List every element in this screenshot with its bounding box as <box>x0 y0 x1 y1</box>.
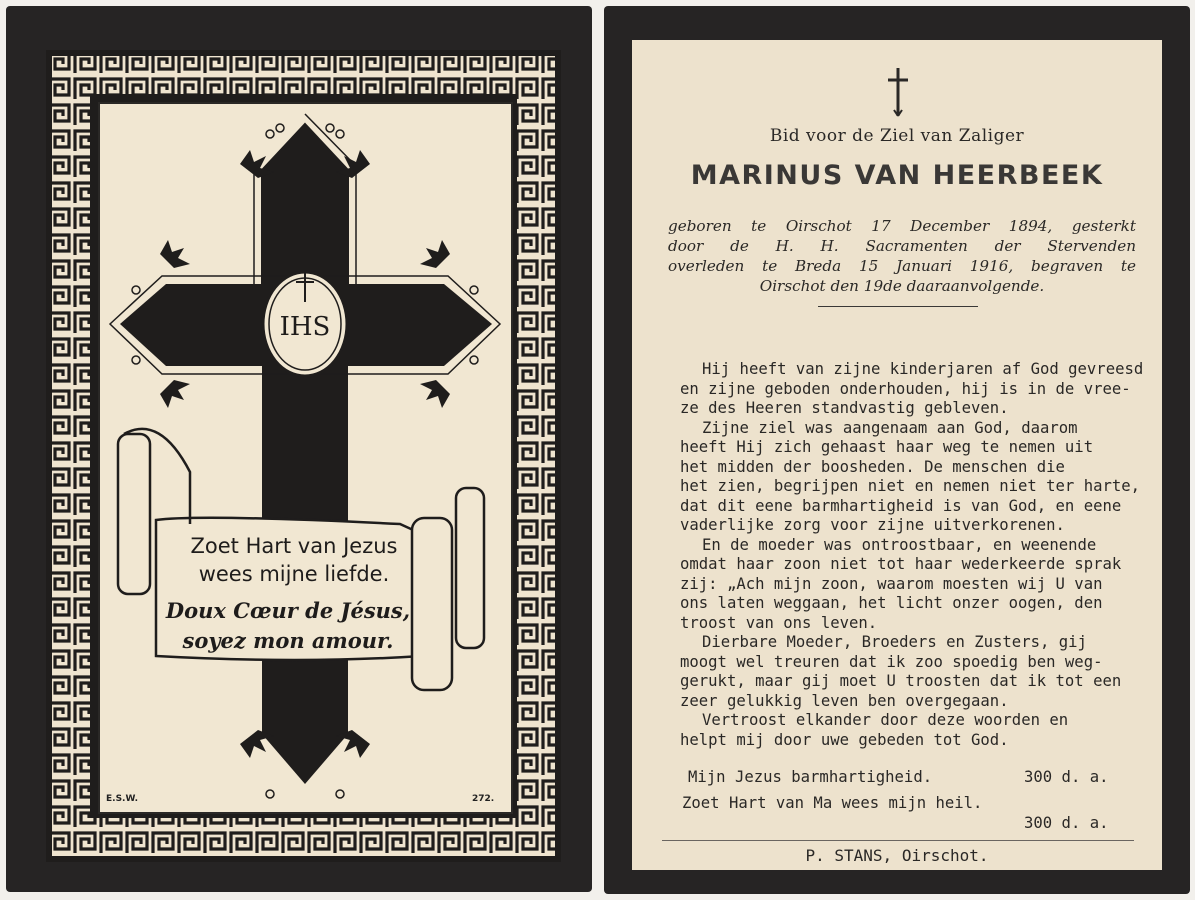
text-line: Hij heeft van zijne kinderjaren af God gevreesd <box>702 360 1144 378</box>
paragraph <box>680 711 1130 750</box>
text-line: En de moeder was ontroostbaar, en weenende <box>702 535 1097 554</box>
text-line: ze des Heeren standvastig gebleven. <box>680 399 1009 417</box>
card-front <box>6 6 592 892</box>
text-line: dat dit eene barmhartigheid is van God, en eene <box>680 496 1122 515</box>
text-line: Zijne ziel was aangenaam aan God, daarom <box>702 418 1078 437</box>
memorial-text <box>680 360 1144 750</box>
text-line: zij: „Ach mijn zoon, waarom moesten wij U van <box>680 574 1103 593</box>
text-line: helpt mij door uwe gebeden tot God. <box>680 730 1009 749</box>
imprint-right: 272. <box>472 794 495 804</box>
text-line: omdat haar zoon niet tot haar wederkeerde sprak <box>680 555 1122 573</box>
scroll-text-french-2: soyez mon amour. <box>182 628 394 653</box>
text-line: troost van ons leven. <box>680 613 878 632</box>
text-line: het zien, begrijpen niet en nemen niet ter harte, <box>680 477 1141 495</box>
card-back <box>604 6 1190 894</box>
image-panel <box>98 102 513 814</box>
text-line: en zijne geboden onderhouden, hij is in de vree- <box>680 379 1131 398</box>
text-panel <box>632 40 1162 870</box>
meander-border-area <box>46 50 561 862</box>
indulgence-days-2: 300 d. a. <box>1024 814 1109 832</box>
cross-icon <box>884 66 912 118</box>
paragraph <box>680 536 1130 634</box>
text-line: Dierbare Moeder, Broeders en Zusters, gij <box>702 633 1087 651</box>
text-line: vaderlijke zorg voor zijne uitverkorenen. <box>680 516 1065 534</box>
biography <box>668 216 1136 296</box>
text-line: heeft Hij zich gehaast haar weg te nemen uit <box>680 438 1094 456</box>
paragraph <box>680 633 1130 711</box>
scroll-text-dutch-1: Zoet Hart van Jezus <box>190 534 398 558</box>
text-line: zeer gelukkig leven ben overgegaan. <box>680 691 1009 710</box>
text-line: het midden der boosheden. De menschen die <box>680 457 1065 476</box>
bio-line: door de H. H. Sacramenten der Stervenden <box>668 237 1136 255</box>
text-line: gerukt, maar gij moet U troosten dat ik tot een <box>680 672 1122 690</box>
scroll-text-french-1: Doux Cœur de Jésus, <box>165 598 411 623</box>
bio-line: Oirschot den 19de daaraanvolgende. <box>759 277 1045 295</box>
indulgence-prayer-2: Zoet Hart van Ma wees mijn heil. <box>682 794 983 812</box>
printer-credit: P. STANS, Oirschot. <box>805 846 989 865</box>
paragraph <box>680 360 1144 419</box>
bio-line: overleden te Breda 15 Januari 1916, begraven te <box>668 257 1136 275</box>
footer-divider <box>662 840 1134 841</box>
text-line: ons laten weggaan, het licht onzer oogen, den <box>680 594 1103 612</box>
indulgence-prayer-1: Mijn Jezus barmhartigheid. <box>688 768 933 786</box>
sacred-heart-cross-illustration <box>100 104 511 812</box>
paragraph <box>680 418 1141 536</box>
text-line: Vertroost elkander door deze woorden en <box>702 711 1069 729</box>
imprint-left: E.S.W. <box>106 794 139 804</box>
divider <box>818 306 978 307</box>
bio-line: geboren te Oirschot 17 December 1894, gesterkt <box>668 217 1136 235</box>
scroll-text-dutch-2: wees mijne liefde. <box>198 562 390 586</box>
text-line: moogt wel treuren dat ik zoo spoedig ben weg- <box>680 652 1103 671</box>
ihs-monogram: IHS <box>279 312 331 342</box>
deceased-name: MARINUS VAN HEERBEEK <box>690 160 1104 191</box>
prayer-request: Bid voor de Ziel van Zaliger <box>769 126 1025 146</box>
indulgence-days-1: 300 d. a. <box>1024 768 1109 786</box>
